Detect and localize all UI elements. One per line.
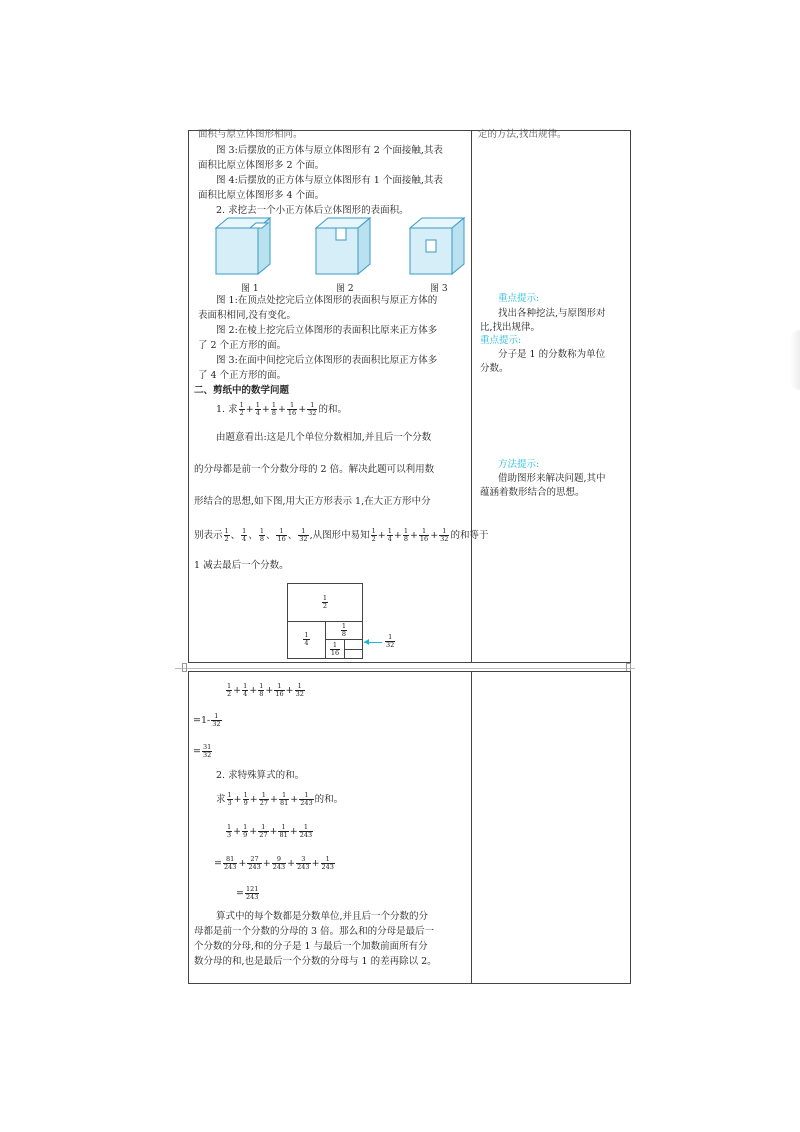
c1-line1: 图 1:在顶点处挖完后立体图形的表面积与原正方体的: [216, 295, 438, 306]
c1-line2: 表面积相同,没有变化。: [198, 310, 297, 321]
p5: 1 减去最后一个分数。: [194, 560, 289, 571]
hint-1-line1: 找出各种挖法,与原图形对: [498, 308, 606, 319]
p1: 由题意看出:这是几个单位分数相加,并且后一个分数: [216, 432, 432, 443]
hint-3-line2: 蕴涵着数形结合的思想。: [480, 487, 585, 498]
cube-3: [410, 218, 464, 274]
hint-3-title: 方法提示:: [498, 459, 540, 470]
summary-line2: 母都是前一个分数的分母的 3 倍。那么和的分母是最后一: [194, 926, 435, 937]
hint-2-line2: 分数。: [480, 363, 509, 374]
fig3-line2: 面积比原立体图形多 2 个面。: [198, 160, 325, 171]
hint-2-line1: 分子是 1 的分数称为单位: [498, 349, 606, 360]
square-figure: [287, 583, 363, 659]
cube-label-1: 图 1: [241, 284, 259, 294]
fig4-line1: 图 4:后摆放的正方体与原立体图形有 1 个面接触,其表: [216, 175, 443, 186]
cube-2: [316, 218, 370, 274]
q1-line: 1. 求 $\frac{1}{2}$ + $\frac{1}{4}$ + $\frac{1}{8}$ + $\frac{1}{16}$ + $\frac{1}{32}$ 的和。: [216, 401, 347, 417]
cube-figures: [210, 214, 470, 280]
fig4-line2: 面积比原立体图形多 4 个面。: [198, 190, 325, 201]
p2: 的分母都是前一个分数分母的 2 倍。解决此题可以利用数: [194, 464, 435, 475]
hint-1-line2: 比,找出规律。: [480, 322, 541, 333]
tt-label: $\frac{1}{32}$: [386, 633, 395, 649]
side-cut-line: 定的方法,找出规律。: [478, 129, 567, 140]
hint-1-title: 重点提示:: [498, 293, 540, 304]
p4: 别表示 $\frac{1}{2}$ 、 $\frac{1}{4}$ 、 $\frac{1}{8}$ 、 $\frac{1}{16}$ 、 $\frac{1}{32}$ ,从图形中易知 $\frac{1}{2}$ + $\frac{1}{4}$ + $\frac{1}{8}$ + $\frac{1}{16}$ + $\frac{1}{32}$ 的和等于: [194, 527, 489, 543]
bottom-side-column: [470, 672, 630, 983]
c3-line1: 图 3:在面中间挖完后立体图形的表面积比原正方体多: [216, 355, 438, 366]
cut-line: 面积与原立体图形相同。: [198, 129, 303, 140]
eq4: $\frac{1}{3}$ + $\frac{1}{9}$ + $\frac{1}{27}$ + $\frac{1}{81}$ + $\frac{1}{243}$: [227, 823, 313, 839]
summary-line1: 算式中的每个数都是分数单位,并且后一个分数的分: [216, 911, 429, 922]
fig3-line1: 图 3:后摆放的正方体与原立体图形有 2 个面接触,其表: [216, 145, 443, 156]
section-title: 二、剪纸中的数学问题: [194, 385, 290, 396]
bottom-q2-title: 2. 求特殊算式的和。: [216, 770, 305, 781]
tt-region: [345, 640, 362, 650]
summary-line3: 个分数的分母,和的分子是 1 与最后一个加数前面所有分: [194, 941, 428, 952]
eq1: $\frac{1}{2}$ + $\frac{1}{4}$ + $\frac{1}{8}$ + $\frac{1}{16}$ + $\frac{1}{32}$: [227, 682, 304, 698]
eq3: = $\frac{31}{32}$: [193, 743, 212, 759]
p3: 形结合的思想,如下图,用大正方形表示 1,在大正方形中分: [194, 496, 431, 507]
q2-title: 2. 求挖去一个小正方体后立体图形的表面积。: [216, 205, 409, 216]
eq5: = $\frac{81}{243}$ + $\frac{27}{243}$ + $\frac{9}{243}$ + $\frac{3}{243}$ + $\frac{1}{243}$: [214, 855, 334, 871]
c2-line1: 图 2:在棱上挖完后立体图形的表面积比原来正方体多: [216, 325, 438, 336]
c2-line2: 了 2 个正方形的面。: [198, 340, 287, 351]
cube-label-3: 图 3: [430, 284, 448, 294]
side-column: [470, 131, 630, 662]
c3-line2: 了 4 个正方形的面。: [198, 370, 287, 381]
summary-line4: 数分母的和,也是最后一个分数的分母与 1 的差再除以 2。: [194, 956, 437, 967]
edge-shadow: [790, 330, 800, 390]
eq6: = $\frac{121}{243}$: [236, 885, 259, 901]
arrow-head-icon: [364, 639, 369, 645]
half-region: $\frac{1}{2}$: [288, 584, 362, 622]
eighth-region: $\frac{1}{8}$: [326, 621, 362, 640]
cube-label-2: 图 2: [336, 284, 354, 294]
cube-1: [216, 218, 270, 274]
separator-mark-left: [182, 663, 187, 672]
sixteenth-region: $\frac{1}{16}$: [326, 640, 345, 658]
bottom-q2-line: 求 $\frac{1}{3}$ + $\frac{1}{9}$ + $\frac{1}{27}$ + $\frac{1}{81}$ + $\frac{1}{243}$ 的和。: [216, 791, 344, 807]
eq2: =1- $\frac{1}{32}$: [193, 712, 221, 728]
hint-3-line1: 借助图形来解决问题,其中: [498, 473, 606, 484]
quarter-region: $\frac{1}{4}$: [288, 621, 326, 658]
page-separator: [175, 668, 635, 669]
hint-2-title: 重点提示:: [480, 335, 522, 346]
